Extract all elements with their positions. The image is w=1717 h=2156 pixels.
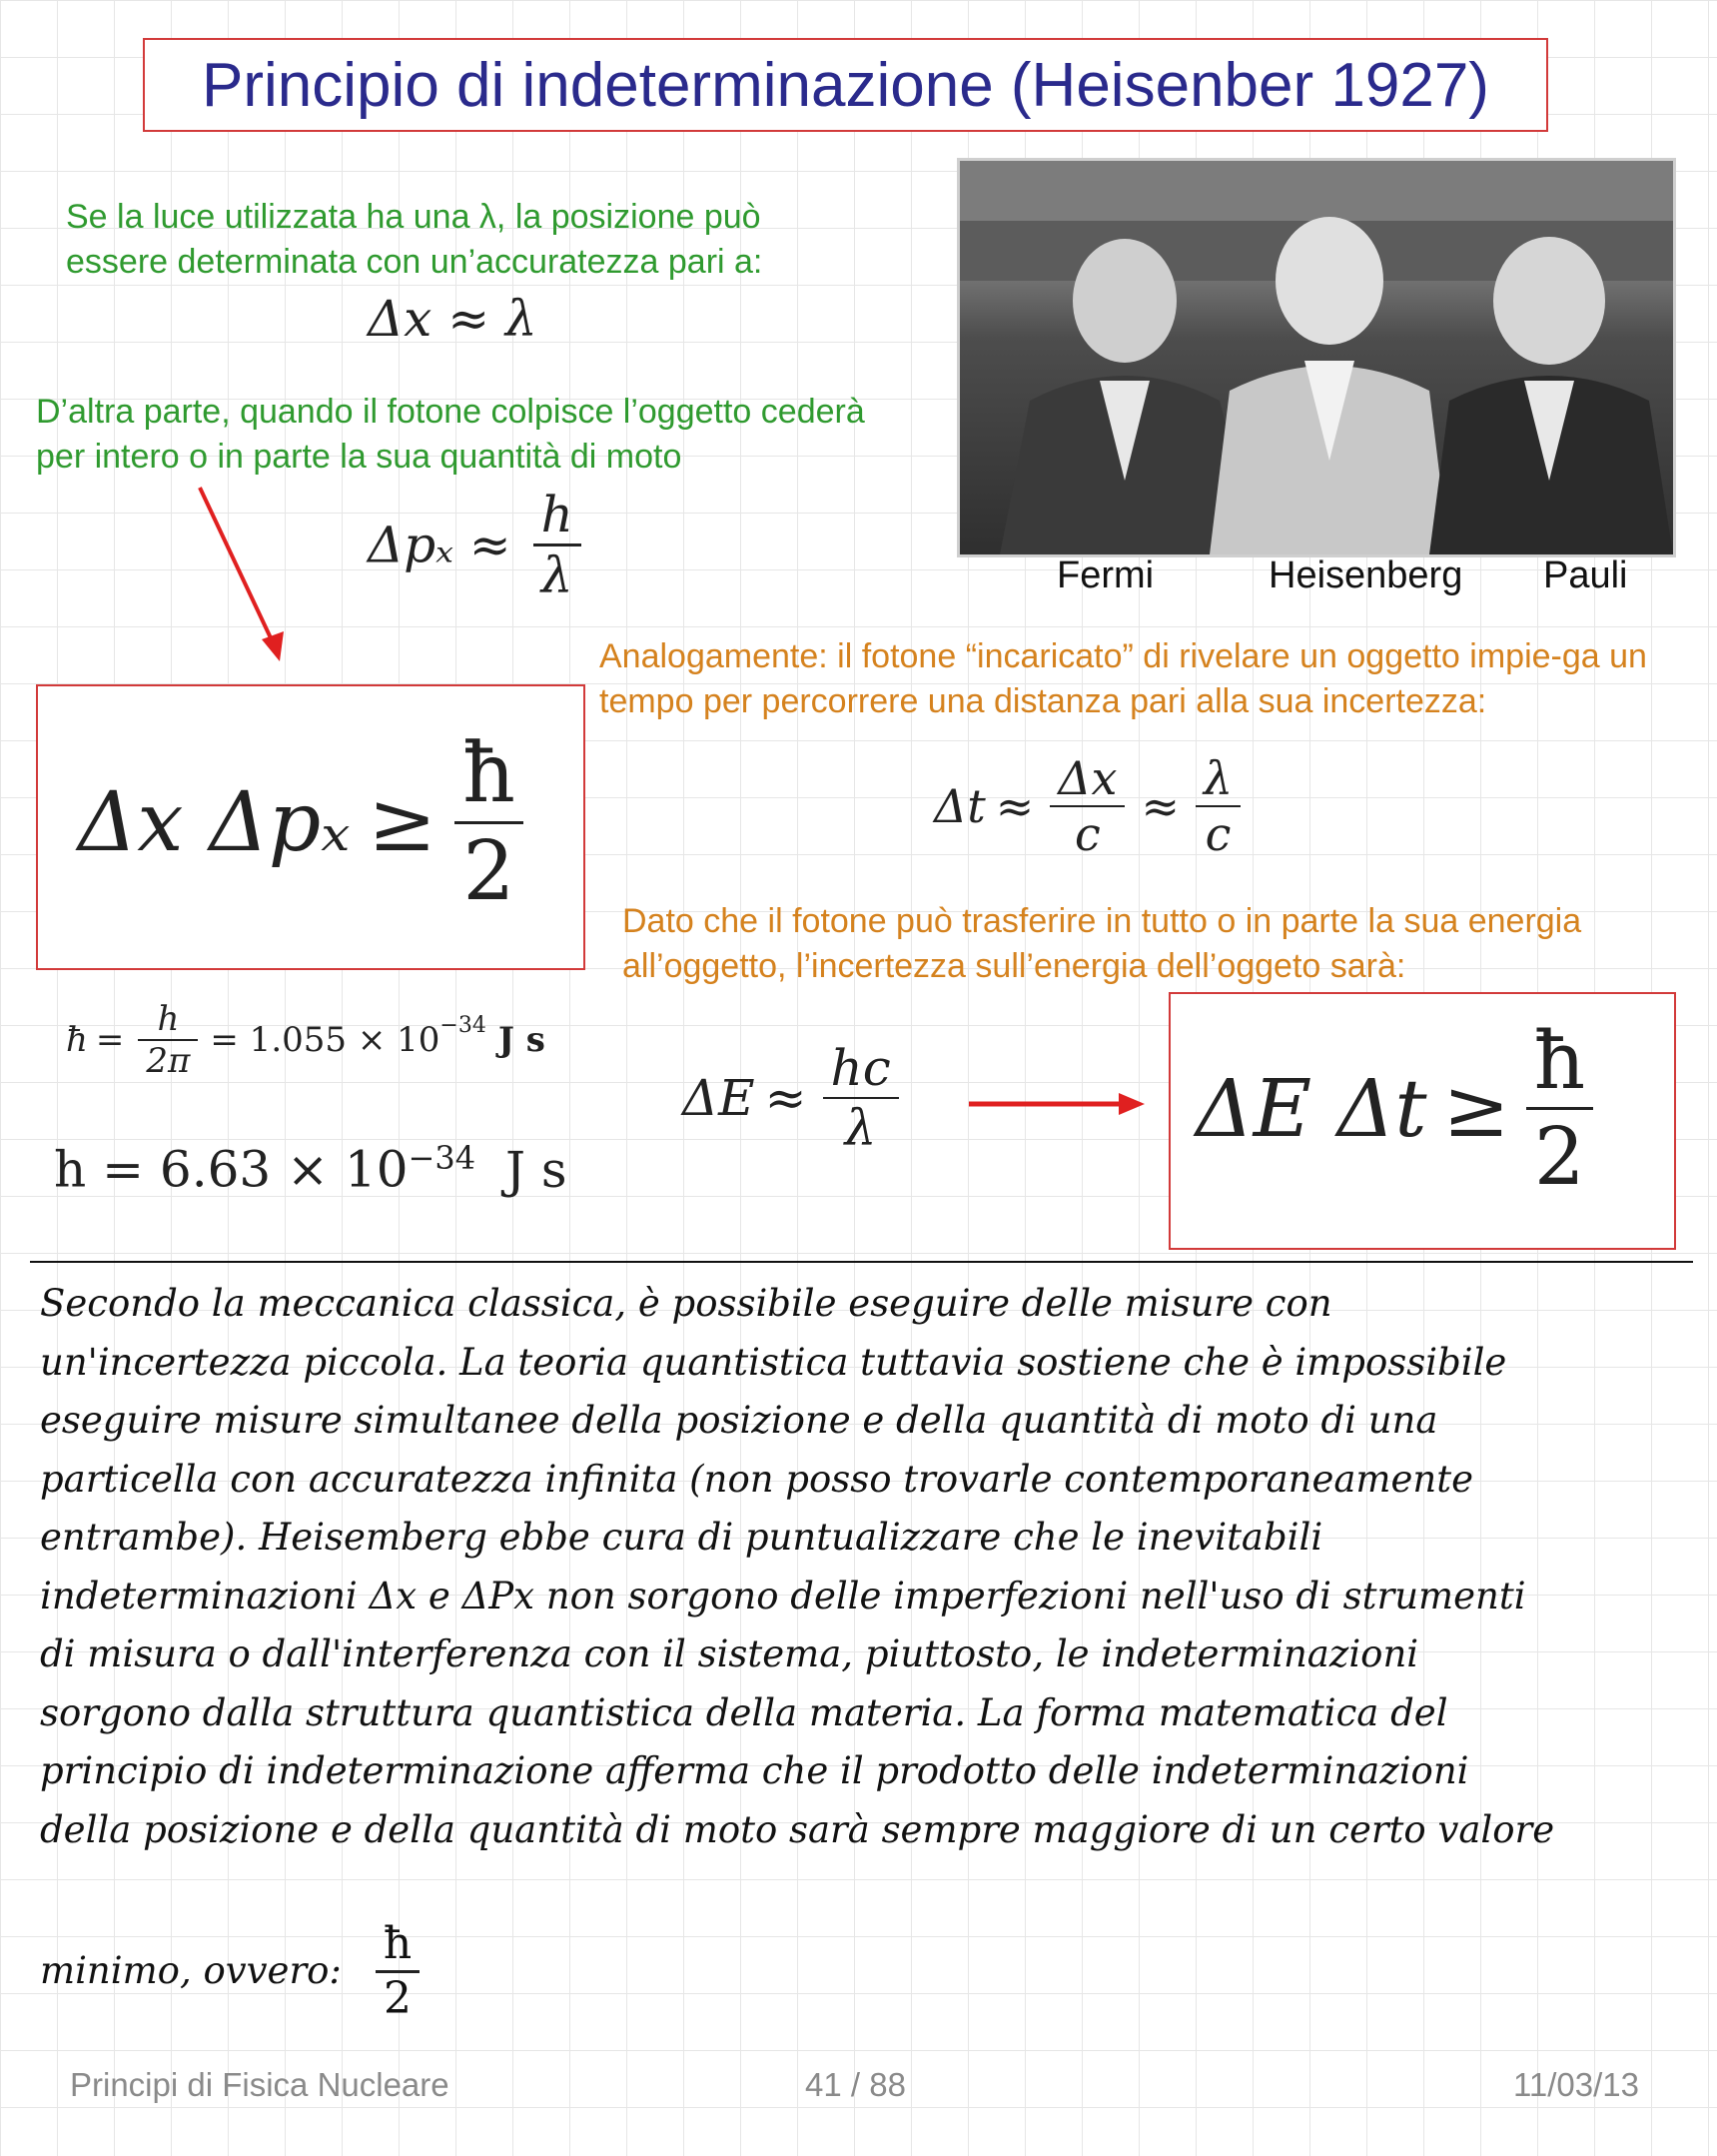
notes-final-line	[40, 1918, 426, 2025]
footer-page-number: 41 / 88	[805, 2066, 906, 2103]
notes-line: indeterminazioni Δx e ΔPx non sorgono delle imperfezioni nell'uso di strumenti	[40, 1574, 1526, 1617]
equation-planck-constant: $h = 6.63 \times 10^{-34}$ J s	[54, 1139, 567, 1199]
text-momentum-transfer: D’altra parte, quando il fotone colpisce l’oggetto cederà per intero o in parte la sua quantità di moto	[36, 393, 865, 476]
red-arrow-diagonal	[180, 480, 300, 669]
caption-fermi: Fermi	[1057, 554, 1155, 596]
notes-line: sorgono dalla struttura quantistica della materia. La forma matematica del	[40, 1690, 1448, 1734]
equation-delta-x: Δx ≈ λ	[368, 290, 537, 348]
uncertainty-box-energy-time: ΔE Δt ≥ $\frac{ħ}{2}$	[1169, 992, 1676, 1250]
uncertainty-box-position-momentum: Δx Δpₓ ≥ $\frac{ħ}{2}$	[36, 684, 585, 970]
notes-line: entrambe). Heisemberg ebbe cura di puntualizzare che le inevitabili	[40, 1516, 1323, 1559]
notes-line: un'incertezza piccola. La teoria quantistica tuttavia sostiene che è impossibile	[40, 1340, 1507, 1384]
photo-illustration	[960, 161, 1673, 554]
notes-line-last: minimo, ovvero:	[40, 1949, 342, 1993]
separator-line	[30, 1261, 1693, 1263]
notes-hbar-fraction: $\frac{ħ}{2}$	[376, 1918, 420, 2025]
notes-line: della posizione e della quantità di moto sarà sempre maggiore di un certo valore	[40, 1807, 1555, 1851]
physicists-photo	[957, 158, 1676, 557]
equation-delta-t: Δt ≈ $\frac{\Delta x}{c}$ ≈ $\frac{\lambda}{c}$	[934, 751, 1247, 861]
text-analogamente: Analogamente: il fotone “incaricato” di rivelare un oggetto impie-ga un tempo per percorrere una distanza pari alla sua incertezza:	[599, 637, 1647, 720]
notes-line: principio di indeterminazione afferma che il prodotto delle indeterminazioni	[40, 1749, 1469, 1792]
notes-line: di misura o dall'interferenza con il sistema, piuttosto, le indeterminazioni	[40, 1632, 1419, 1675]
equation-delta-e: ΔE ≈ $\frac{hc}{\lambda}$	[682, 1039, 905, 1157]
caption-pauli: Pauli	[1543, 554, 1628, 596]
text-energy-transfer: Dato che il fotone può trasferire in tutto o in parte la sua energia all’oggetto, l’incertezza sull’energia dell’oggeto sarà:	[622, 902, 1582, 985]
footer-date: 11/03/13	[1513, 2066, 1640, 2103]
red-arrow-horizontal	[967, 1089, 1147, 1119]
title-box	[143, 38, 1548, 132]
page-title: Principio di indeterminazione (Heisenber 1927)	[202, 50, 1489, 120]
notes-line: particella con accuratezza infinita (non posso trovarle contemporaneamente	[40, 1457, 1473, 1501]
equation-hbar-definition: ħ = $\frac{h}{2\pi}$ = 1.055 × 10 $^{-34}$ J s	[66, 999, 545, 1081]
equation-delta-p: Δpₓ ≈ $\frac{h}{\lambda}$	[368, 486, 587, 604]
caption-heisenberg: Heisenberg	[1269, 554, 1463, 596]
handwritten-notes	[40, 1275, 1698, 1859]
text-position-accuracy: Se la luce utilizzata ha una λ, la posizione può essere determinata con un’accuratezza pari a:	[66, 198, 763, 281]
notes-line: eseguire misure simultanee della posizione e della quantità di moto di una	[40, 1399, 1438, 1442]
footer-course-title: Principi di Fisica Nucleare	[70, 2066, 449, 2103]
notes-line: Secondo la meccanica classica, è possibile eseguire delle misure con	[40, 1282, 1332, 1325]
